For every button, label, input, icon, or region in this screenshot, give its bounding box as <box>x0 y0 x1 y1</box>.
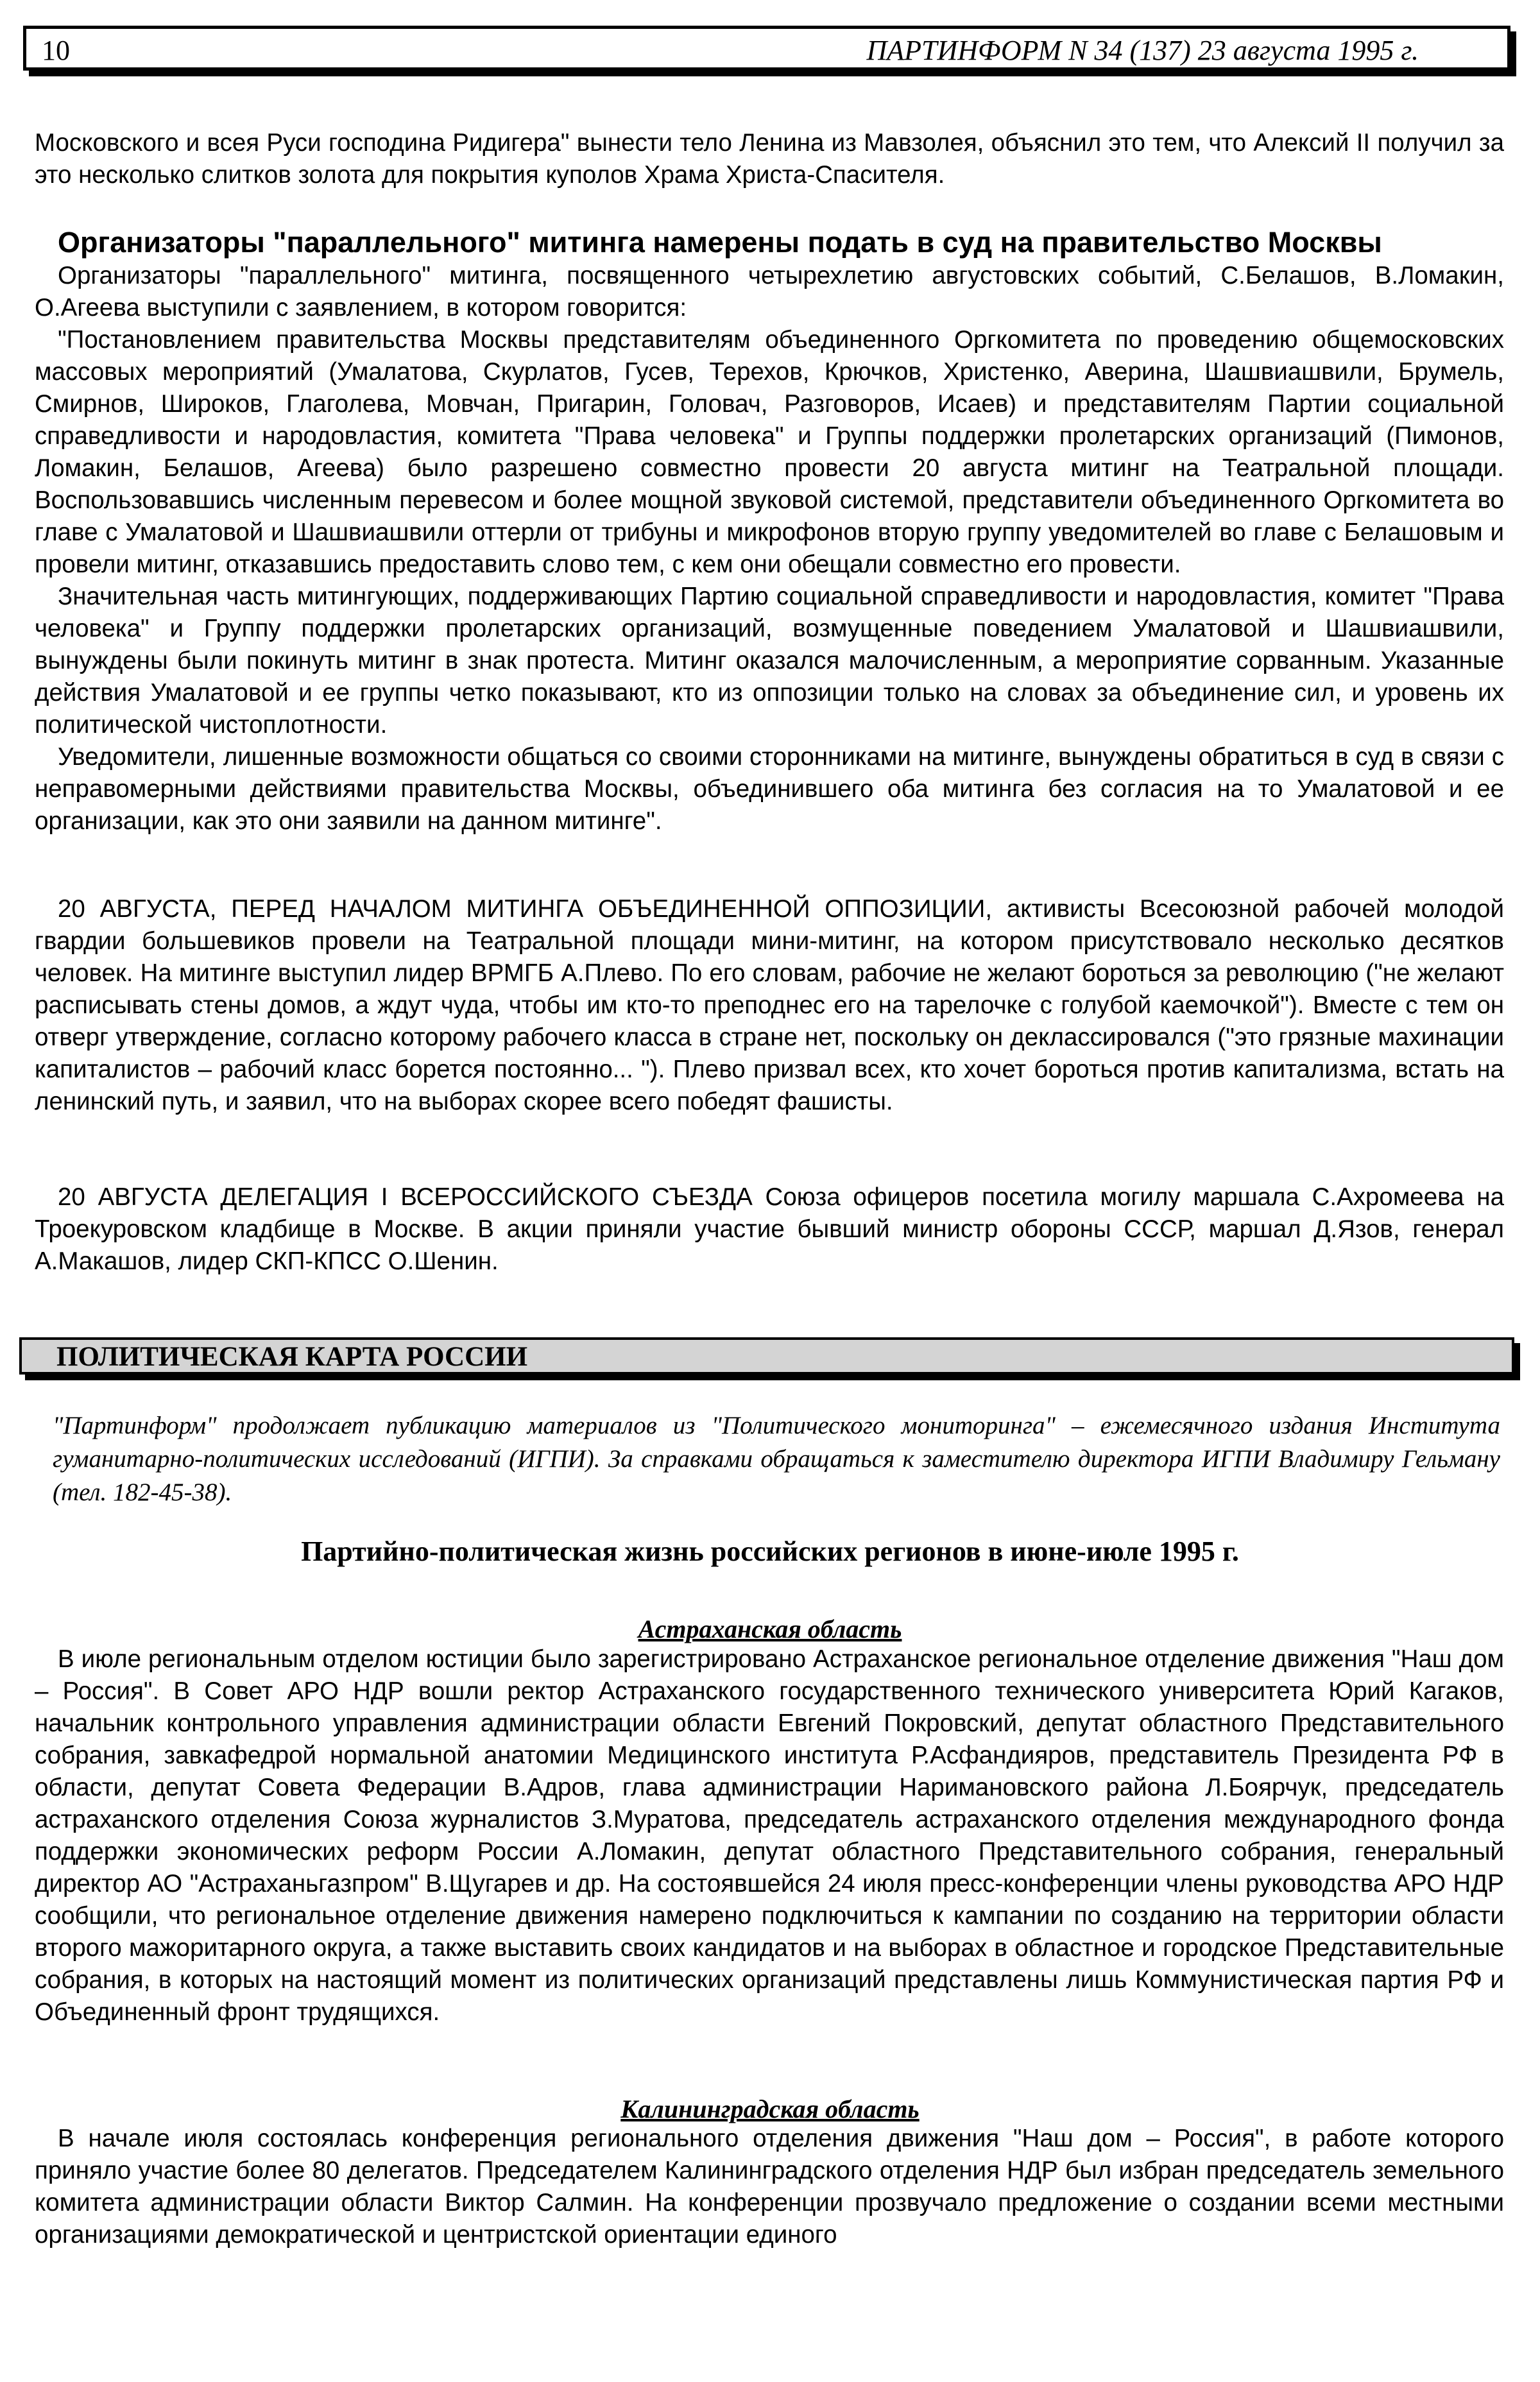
article-paragraph: Организаторы "параллельного" митинга, посвященного четырехлетию августовских событий, С.Белашов, В.Ломакин, О.Агеева выступили с заявлением, в котором говорится: <box>35 262 1504 321</box>
publication-title: ПАРТИНФОРМ N 34 (137) 23 августа 1995 г. <box>866 35 1419 66</box>
article-heading: Организаторы "параллельного" митинга намерены подать в суд на правительство Москвы <box>58 226 1382 259</box>
region-paragraph: В начале июля состоялась конференция регионального отделения движения "Наш дом – Россия", в работе которого приняло участие более 80 делегатов. Председателем Калининградского отделения НДР был избран председатель земельного комитета администрации области Виктор Салмин. На конференции прозвучало предложение о создании всеми местными организациями демократической и центристской ориентации единого <box>35 2125 1504 2249</box>
page-header <box>23 26 1510 71</box>
section-title: ПОЛИТИЧЕСКАЯ КАРТА РОССИИ <box>56 1342 528 1372</box>
region-body <box>35 1643 1504 2028</box>
article-paragraph: "Постановлением правительства Москвы представителям объединенного Оргкомитета по проведению общемосковских массовых мероприятий (Умалатова, Скурлатов, Гусев, Терехов, Крючков, Христенко, Аверина, Шашвиашвили, Брумель, Смирнов, Широков, Глаголева, Мовчан, Пригарин, Головач, Разговоров, Исаев) и представителям Партии социальной справедливости и народовластия, комитета "Права человека" и Группы поддержки пролетарских организаций (Пимонов, Ломакин, Белашов, Агеева) было разрешено совместно провести 20 августа митинг на Театральной площади. Воспользовавшись численным перевесом и более мощной звуковой системой, представители объединенного Оргкомитета во главе с Умалатовой и Шашвиашвили оттерли от трибуны и микрофонов вторую группу уведомителей во главе с Белашовым и провели митинг, отказавшись предоставить слово тем, с кем они обещали совместно его провести. <box>35 326 1504 578</box>
section-intro: "Партинформ" продолжает публикацию материалов из "Политического мониторинга" – ежемесячного издания Института гуманитарно-политических исследований (ИГПИ). За справками обращаться к заместителю директора ИГПИ Владимиру Гельману (тел. 182-45-38). <box>53 1412 1500 1506</box>
region-heading: Астраханская область <box>638 1615 902 1643</box>
news-paragraph: 20 АВГУСТА, ПЕРЕД НАЧАЛОМ МИТИНГА ОБЪЕДИНЕННОЙ ОППОЗИЦИИ, активисты Всесоюзной рабочей молодой гвардии большевиков провели на Театральной площади мини-митинг, на котором присутствовало несколько десятков человек. На митинге выступил лидер ВРМГБ А.Плево. По его словам, рабочие не желают бороться за революцию ("не желают расписывать стены домов, а ждут чуда, чтобы им кто-то преподнес его на тарелочке с голубой каемочкой"). Вместе с тем он отверг утверждение, согласно которому рабочего класса в стране нет, поскольку он деклассировался ("это грязные махинации капиталистов – рабочий класс борется постоянно... "). Плево призвал всех, кто хочет бороться против капитализма, встать на ленинский путь, и заявил, что на выборах скорее всего победят фашисты. <box>35 895 1504 1115</box>
article-paragraph: Уведомители, лишенные возможности общаться со своими сторонниками на митинге, вынуждены обратиться в суд в связи с неправомерными действиями правительства Москвы, объединившего оба митинга без согласия на то Умалатовой и ее организации, как это они заявили на данном митинге". <box>35 743 1504 835</box>
region-body <box>35 2123 1504 2251</box>
news-paragraph: 20 АВГУСТА ДЕЛЕГАЦИЯ I ВСЕРОССИЙСКОГО СЪЕЗДА Союза офицеров посетила могилу маршала С.Ахромеева на Троекуровском кладбище в Москве. В акции приняли участие бывший министр обороны СССР, маршал Д.Язов, генерал А.Макашов, лидер СКП-КПСС О.Шенин. <box>35 1183 1504 1275</box>
section-banner <box>19 1337 1514 1375</box>
article-paragraph: Значительная часть митингующих, поддерживающих Партию социальной справедливости и народовластия, комитет "Права человека" и Группу поддержки пролетарских организаций, возмущенные поведением Умалатовой и Шашвиашвили, вынуждены были покинуть митинг в знак протеста. Митинг оказался малочисленным, а мероприятие сорванным. Указанные действия Умалатовой и ее группы четко показывают, кто из оппозиции только на словах за объединение сил, и уровень их политической чистоплотности. <box>35 583 1504 739</box>
news-item <box>35 893 1504 1118</box>
region-heading: Калининградская область <box>620 2095 920 2123</box>
news-item <box>35 1181 1504 1278</box>
region-paragraph: В июле региональным отделом юстиции было зарегистрировано Астраханское региональное отделение движения "Наш дом – Россия". В Совет АРО НДР вошли ректор Астраханского государственного технического университета Юрий Кагаков, начальник контрольного управления администрации области Евгений Покровский, депутат областного Представительного собрания, завкафедрой нормальной анатомии Медицинского института Р.Асфандияров, представитель Президента РФ в области, депутат Совета Федерации В.Адров, глава администрации Наримановского района Л.Боярчук, председатель астраханского отделения Союза журналистов З.Муратова, председатель астраханского отделения международного фонда поддержки экономических реформ России А.Ломакин, депутат областного Представительного собрания, генеральный директор АО "Астраханьгазпром" В.Щугарев и др. На состоявшейся 24 июля пресс-конференции члены руководства АРО НДР сообщили, что региональное отделение движения намерено подключиться к кампании по созданию на территории области второго мажоритарного округа, а также выставить своих кандидатов и на выборах в областное и городское Представительные собрания, в которых на настоящий момент из политических организаций представлены лишь Коммунистическая партия РФ и Объединенный фронт трудящихся. <box>35 1645 1504 2026</box>
page-number: 10 <box>42 35 70 66</box>
article-body <box>35 260 1504 837</box>
section-subtitle: Партийно-политическая жизнь российских регионов в июне-июле 1995 г. <box>301 1536 1239 1567</box>
paragraph-text: Московского и всея Руси господина Ридигера" вынести тело Ленина из Мавзолея, объяснил это тем, что Алексий II получил за это несколько слитков золота для покрытия куполов Храма Христа-Спасителя. <box>35 129 1504 189</box>
continued-paragraph <box>35 127 1504 191</box>
